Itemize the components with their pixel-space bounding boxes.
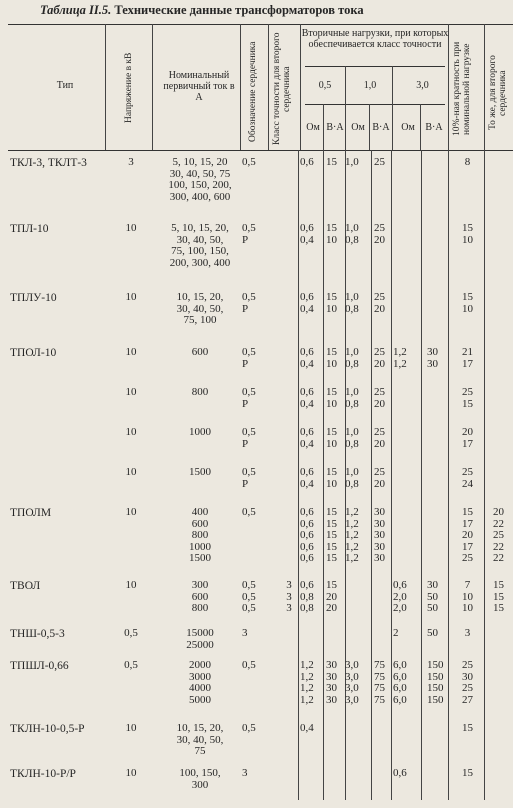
header-va-30: В·А — [425, 122, 443, 133]
col-divider — [345, 66, 346, 150]
ohm-05-cell: 0,6 — [300, 552, 314, 564]
multiplicity-cell: 10 — [462, 591, 473, 603]
core2-class-cell: 3 — [286, 591, 292, 603]
multiplicity-2-cell: 20 — [493, 506, 504, 518]
va-10-cell: 75 — [374, 659, 385, 671]
multiplicity-cell: 20 — [462, 529, 473, 541]
transformer-type-cell: ТПОЛ-10 — [10, 347, 57, 359]
va-30-cell: 150 — [427, 671, 444, 683]
core-class-cell: 0,5 — [242, 346, 256, 358]
ohm-10-cell: 1,2 — [345, 541, 359, 553]
voltage-cell: 10 — [125, 466, 137, 478]
table-number: Таблица II.5. — [40, 3, 112, 17]
core-class-cell: Р — [242, 234, 249, 246]
header-ohm-10: Ом — [351, 122, 365, 133]
nominal-current-cell: 1500 — [189, 552, 211, 564]
nominal-current-cell: 800 — [191, 529, 209, 541]
multiplicity-cell: 15 — [462, 222, 473, 234]
core-class-cell: 3 — [242, 627, 248, 639]
nominal-current-cell: 400 — [191, 506, 209, 518]
multiplicity-cell: 17 — [462, 541, 473, 553]
ohm-30-cell: 1,2 — [393, 346, 407, 358]
va-05-cell: 15 — [326, 291, 337, 303]
header-acc-30: 3,0 — [416, 80, 429, 91]
multiplicity-cell: 25 — [462, 466, 473, 478]
core-class-cell: 0,5 — [242, 506, 256, 518]
nominal-current-cell: 30, 40, 50, 75 — [169, 168, 231, 180]
va-05-cell: 30 — [326, 682, 337, 694]
nominal-current-cell: 25000 — [186, 639, 214, 651]
va-05-cell: 20 — [326, 602, 337, 614]
multiplicity-cell: 15 — [462, 767, 473, 779]
header-rule-accuracy — [305, 104, 445, 105]
nominal-current-cell: 4000 — [189, 682, 211, 694]
header-ohm-05: Ом — [306, 122, 320, 133]
ohm-30-cell: 0,6 — [393, 767, 407, 779]
ohm-30-cell: 6,0 — [393, 659, 407, 671]
nominal-current-cell: 10, 15, 20, — [176, 291, 224, 303]
ohm-10-cell: 1,0 — [345, 346, 359, 358]
ohm-10-cell: 0,8 — [345, 303, 359, 315]
nominal-current-cell: 800 — [191, 386, 209, 398]
core-class-cell: 0,5 — [242, 291, 256, 303]
ohm-10-cell: 3,0 — [345, 694, 359, 706]
nominal-current-cell: 1500 — [189, 466, 211, 478]
va-10-cell: 25 — [374, 222, 385, 234]
va-10-cell: 20 — [374, 438, 385, 450]
va-05-cell: 15 — [326, 579, 337, 591]
ohm-05-cell: 0,8 — [300, 591, 314, 603]
transformer-type-cell: ТПЛУ-10 — [10, 292, 57, 304]
header-ohm-30: Ом — [401, 122, 415, 133]
ohm-05-cell: 0,4 — [300, 438, 314, 450]
ohm-30-cell: 6,0 — [393, 671, 407, 683]
nominal-current-cell: 75, 100, 150, — [171, 245, 229, 257]
multiplicity-cell: 15 — [462, 722, 473, 734]
va-10-cell: 30 — [374, 529, 385, 541]
nominal-current-cell: 600 — [191, 518, 209, 530]
ohm-05-cell: 0,4 — [300, 358, 314, 370]
va-10-cell: 20 — [374, 478, 385, 490]
core-class-cell: 0,5 — [242, 591, 256, 603]
header-va-10: В·А — [372, 122, 390, 133]
col-divider — [420, 104, 421, 150]
header-mult1: 10%-ная кратность при номинальной нагрузке — [452, 41, 472, 137]
va-05-cell: 15 — [326, 426, 337, 438]
nominal-current-cell: 300 — [191, 779, 209, 791]
ohm-05-cell: 0,4 — [300, 398, 314, 410]
core-class-cell: 0,5 — [242, 222, 256, 234]
transformer-type-cell: ТВОЛ — [10, 580, 41, 592]
ohm-05-cell: 0,6 — [300, 291, 314, 303]
nominal-current-cell: 100, 150, — [179, 767, 221, 779]
voltage-cell: 3 — [128, 156, 134, 168]
ohm-05-cell: 0,6 — [300, 156, 314, 168]
va-10-cell: 25 — [374, 291, 385, 303]
va-10-cell: 75 — [374, 682, 385, 694]
va-05-cell: 10 — [326, 398, 337, 410]
nominal-current-cell: 300, 400, 600 — [169, 191, 231, 203]
nominal-current-cell: 800 — [191, 602, 209, 614]
va-10-cell: 25 — [374, 156, 385, 168]
multiplicity-cell: 17 — [462, 438, 473, 450]
header-core2-class: Класс точности для второго сердечника — [272, 32, 292, 146]
ohm-30-cell: 2 — [393, 627, 399, 639]
col-divider — [240, 24, 241, 150]
voltage-cell: 10 — [125, 426, 137, 438]
body-col-divider — [391, 150, 392, 800]
va-05-cell: 10 — [326, 234, 337, 246]
header-rule-secondary — [305, 66, 445, 67]
ohm-10-cell: 1,2 — [345, 518, 359, 530]
ohm-30-cell: 2,0 — [393, 602, 407, 614]
va-10-cell: 20 — [374, 358, 385, 370]
ohm-05-cell: 0,4 — [300, 234, 314, 246]
va-05-cell: 20 — [326, 591, 337, 603]
header-type: Тип — [56, 80, 74, 91]
voltage-cell: 0,5 — [124, 627, 138, 639]
ohm-05-cell: 0,6 — [300, 222, 314, 234]
core-class-cell: Р — [242, 303, 249, 315]
nominal-current-cell: 300 — [191, 579, 209, 591]
va-05-cell: 30 — [326, 659, 337, 671]
multiplicity-2-cell: 22 — [493, 518, 504, 530]
nominal-current-cell: 30, 40, 50, — [176, 303, 224, 315]
header-voltage: Напряжение в кВ — [124, 52, 134, 124]
ohm-05-cell: 0,6 — [300, 346, 314, 358]
ohm-10-cell: 0,8 — [345, 234, 359, 246]
nominal-current-cell: 5, 10, 15, 20, — [171, 222, 229, 234]
nominal-current-cell: 3000 — [189, 671, 211, 683]
col-divider — [484, 24, 485, 150]
nominal-current-cell: 30, 40, 50, — [176, 234, 224, 246]
body-col-divider — [484, 150, 485, 800]
ohm-05-cell: 1,2 — [300, 671, 314, 683]
body-col-divider — [371, 150, 372, 800]
ohm-05-cell: 0,6 — [300, 386, 314, 398]
va-05-cell: 15 — [326, 541, 337, 553]
nominal-current-cell: 75, 100 — [183, 314, 217, 326]
transformer-type-cell: ТКЛ-3, ТКЛТ-3 — [10, 157, 87, 169]
nominal-current-cell: 600 — [191, 346, 209, 358]
va-30-cell: 150 — [427, 682, 444, 694]
va-10-cell: 20 — [374, 303, 385, 315]
va-30-cell: 30 — [427, 358, 438, 370]
transformer-type-cell: ТПОЛМ — [10, 507, 52, 519]
header-va-05: В·А — [326, 122, 344, 133]
multiplicity-cell: 10 — [462, 602, 473, 614]
voltage-cell: 0,5 — [124, 659, 138, 671]
header-secondary: Вторичные нагрузки, при которых обеспечивается класс точности — [301, 28, 449, 50]
va-05-cell: 15 — [326, 552, 337, 564]
voltage-cell: 10 — [125, 767, 137, 779]
header-bottom-rule — [8, 150, 513, 151]
va-30-cell: 50 — [427, 627, 438, 639]
va-05-cell: 10 — [326, 438, 337, 450]
ohm-05-cell: 0,6 — [300, 579, 314, 591]
core-class-cell: 0,5 — [242, 156, 256, 168]
core-class-cell: 0,5 — [242, 426, 256, 438]
va-10-cell: 30 — [374, 541, 385, 553]
nominal-current-cell: 600 — [191, 591, 209, 603]
va-05-cell: 15 — [326, 518, 337, 530]
nominal-current-cell: 30, 40, 50, — [176, 734, 224, 746]
va-05-cell: 15 — [326, 466, 337, 478]
transformer-type-cell: ТПШЛ-0,66 — [10, 660, 69, 672]
nominal-current-cell: 1000 — [189, 541, 211, 553]
multiplicity-cell: 3 — [464, 627, 471, 639]
multiplicity-cell: 24 — [462, 478, 473, 490]
nominal-current-cell: 5000 — [189, 694, 211, 706]
ohm-10-cell: 1,2 — [345, 506, 359, 518]
ohm-10-cell: 3,0 — [345, 671, 359, 683]
ohm-10-cell: 1,0 — [345, 222, 359, 234]
va-10-cell: 20 — [374, 398, 385, 410]
ohm-05-cell: 0,6 — [300, 426, 314, 438]
core-class-cell: Р — [242, 438, 249, 450]
core-class-cell: Р — [242, 358, 249, 370]
core-class-cell: 0,5 — [242, 386, 256, 398]
multiplicity-2-cell: 15 — [493, 591, 504, 603]
multiplicity-2-cell: 15 — [493, 579, 504, 591]
multiplicity-cell: 10 — [462, 303, 473, 315]
ohm-10-cell: 1,2 — [345, 529, 359, 541]
ohm-05-cell: 0,6 — [300, 541, 314, 553]
multiplicity-2-cell: 22 — [493, 541, 504, 553]
ohm-10-cell: 0,8 — [345, 438, 359, 450]
ohm-10-cell: 1,0 — [345, 466, 359, 478]
ohm-05-cell: 0,8 — [300, 602, 314, 614]
va-05-cell: 10 — [326, 478, 337, 490]
nominal-current-cell: 2000 — [189, 659, 211, 671]
va-30-cell: 50 — [427, 591, 438, 603]
nominal-current-cell: 100, 150, 200, — [168, 179, 232, 191]
va-05-cell: 10 — [326, 303, 337, 315]
body-col-divider — [298, 150, 299, 800]
va-10-cell: 25 — [374, 386, 385, 398]
va-10-cell: 25 — [374, 346, 385, 358]
va-05-cell: 30 — [326, 694, 337, 706]
ohm-05-cell: 0,6 — [300, 518, 314, 530]
va-10-cell: 25 — [374, 426, 385, 438]
multiplicity-cell: 8 — [464, 156, 471, 168]
va-30-cell: 30 — [427, 346, 438, 358]
col-divider — [392, 66, 393, 150]
multiplicity-cell: 30 — [462, 671, 473, 683]
ohm-05-cell: 1,2 — [300, 659, 314, 671]
ohm-05-cell: 1,2 — [300, 682, 314, 694]
voltage-cell: 10 — [125, 222, 137, 234]
core-class-cell: 0,5 — [242, 579, 256, 591]
va-05-cell: 15 — [326, 156, 337, 168]
multiplicity-2-cell: 22 — [493, 552, 504, 564]
ohm-05-cell: 0,6 — [300, 529, 314, 541]
header-mult2: То же, для второго сердечника — [488, 55, 508, 131]
ohm-05-cell: 0,4 — [300, 478, 314, 490]
transformer-type-cell: ТКЛН-10-Р/Р — [10, 768, 76, 780]
ohm-05-cell: 0,4 — [300, 303, 314, 315]
voltage-cell: 10 — [125, 386, 137, 398]
core-class-cell: 0,5 — [242, 602, 256, 614]
multiplicity-cell: 10 — [462, 234, 473, 246]
ohm-05-cell: 0,6 — [300, 466, 314, 478]
header-core-class: Обозначение сердечника — [248, 41, 258, 142]
va-30-cell: 150 — [427, 694, 444, 706]
ohm-10-cell: 1,0 — [345, 386, 359, 398]
va-30-cell: 50 — [427, 602, 438, 614]
ohm-10-cell: 1,0 — [345, 156, 359, 168]
multiplicity-2-cell: 15 — [493, 602, 504, 614]
header-acc-10: 1,0 — [363, 80, 377, 91]
multiplicity-cell: 27 — [462, 694, 473, 706]
va-05-cell: 15 — [326, 346, 337, 358]
transformer-type-cell: ТКЛН-10-0,5-Р — [10, 723, 85, 735]
body-col-divider — [323, 150, 324, 800]
multiplicity-cell: 15 — [462, 506, 473, 518]
ohm-10-cell: 0,8 — [345, 398, 359, 410]
body-col-divider — [448, 150, 449, 800]
va-05-cell: 10 — [326, 358, 337, 370]
ohm-10-cell: 3,0 — [345, 659, 359, 671]
core-class-cell: 0,5 — [242, 722, 256, 734]
va-05-cell: 15 — [326, 222, 337, 234]
transformer-type-cell: ТНШ-0,5-3 — [10, 628, 65, 640]
ohm-10-cell: 1,2 — [345, 552, 359, 564]
va-10-cell: 75 — [374, 694, 385, 706]
core2-class-cell: 3 — [286, 579, 292, 591]
header-nominal: Номинальный первичный ток в А — [163, 70, 235, 103]
multiplicity-cell: 25 — [462, 386, 473, 398]
core-class-cell: 0,5 — [242, 659, 256, 671]
ohm-05-cell: 0,6 — [300, 506, 314, 518]
multiplicity-cell: 25 — [462, 552, 473, 564]
va-05-cell: 15 — [326, 506, 337, 518]
voltage-cell: 10 — [125, 291, 137, 303]
va-05-cell: 15 — [326, 529, 337, 541]
multiplicity-cell: 15 — [462, 398, 473, 410]
col-divider — [105, 24, 106, 150]
nominal-current-cell: 5, 10, 15, 20 — [172, 156, 228, 168]
va-30-cell: 150 — [427, 659, 444, 671]
top-rule — [8, 24, 513, 25]
table-caption: Технические данные трансформаторов тока — [114, 3, 364, 17]
va-10-cell: 30 — [374, 552, 385, 564]
va-10-cell: 30 — [374, 518, 385, 530]
va-10-cell: 25 — [374, 466, 385, 478]
multiplicity-cell: 17 — [462, 358, 473, 370]
va-05-cell: 30 — [326, 671, 337, 683]
multiplicity-cell: 15 — [462, 291, 473, 303]
nominal-current-cell: 75 — [194, 745, 206, 757]
nominal-current-cell: 200, 300, 400 — [169, 257, 231, 269]
col-divider — [152, 24, 153, 150]
multiplicity-cell: 21 — [462, 346, 473, 358]
ohm-30-cell: 2,0 — [393, 591, 407, 603]
nominal-current-cell: 1000 — [189, 426, 211, 438]
multiplicity-2-cell: 25 — [493, 529, 504, 541]
core-class-cell: 0,5 — [242, 466, 256, 478]
voltage-cell: 10 — [125, 722, 137, 734]
voltage-cell: 10 — [125, 506, 137, 518]
core-class-cell: Р — [242, 478, 249, 490]
header-acc-05: 0,5 — [318, 80, 332, 91]
multiplicity-cell: 25 — [462, 659, 473, 671]
multiplicity-cell: 7 — [464, 579, 471, 591]
ohm-10-cell: 0,8 — [345, 358, 359, 370]
ohm-10-cell: 0,8 — [345, 478, 359, 490]
table-title — [40, 3, 510, 18]
multiplicity-cell: 20 — [462, 426, 473, 438]
body-col-divider — [421, 150, 422, 800]
ohm-05-cell: 0,4 — [300, 722, 314, 734]
voltage-cell: 10 — [125, 346, 137, 358]
col-divider — [268, 24, 269, 150]
core2-class-cell: 3 — [286, 602, 292, 614]
ohm-30-cell: 6,0 — [393, 694, 407, 706]
ohm-05-cell: 1,2 — [300, 694, 314, 706]
va-30-cell: 30 — [427, 579, 438, 591]
multiplicity-cell: 17 — [462, 518, 473, 530]
va-10-cell: 20 — [374, 234, 385, 246]
nominal-current-cell: 15000 — [186, 627, 214, 639]
ohm-30-cell: 0,6 — [393, 579, 407, 591]
ohm-10-cell: 1,0 — [345, 426, 359, 438]
va-10-cell: 30 — [374, 506, 385, 518]
nominal-current-cell: 10, 15, 20, — [176, 722, 224, 734]
ohm-10-cell: 1,0 — [345, 291, 359, 303]
va-05-cell: 15 — [326, 386, 337, 398]
ohm-30-cell: 1,2 — [393, 358, 407, 370]
core-class-cell: 3 — [242, 767, 248, 779]
multiplicity-cell: 25 — [462, 682, 473, 694]
va-10-cell: 75 — [374, 671, 385, 683]
ohm-10-cell: 3,0 — [345, 682, 359, 694]
core-class-cell: Р — [242, 398, 249, 410]
voltage-cell: 10 — [125, 579, 137, 591]
transformer-type-cell: ТПЛ-10 — [10, 223, 49, 235]
ohm-30-cell: 6,0 — [393, 682, 407, 694]
